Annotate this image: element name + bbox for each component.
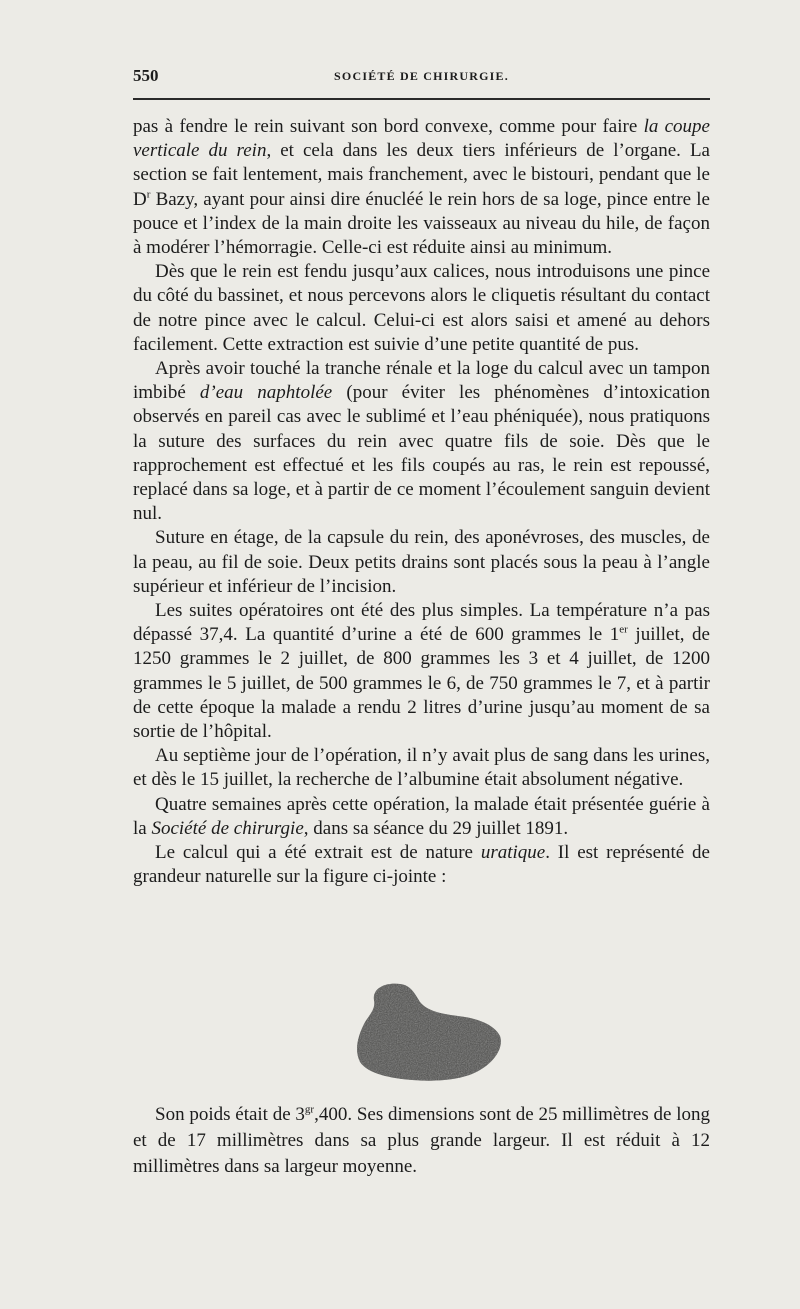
- paragraph-7: Quatre semaines après cette opération, la malade était présentée guérie à la Société de chirurgie, dans sa séance du 29 juillet 1891.: [133, 793, 710, 839]
- paragraph-1: pas à fendre le rein suivant son bord convexe, comme pour faire la coupe verticale du rein, et cela dans les deux tiers inférieurs de l’organe. La section se fait lentement, mais franchement, avec le bistouri, pendant que le $D^r$ Bazy, ayant pour ainsi dire énucléé le rein hors de sa loge, pince entre le pouce et l’index de la main droite les vaisseaux au niveau du hile, de façon à modérer l’hémorragie. Celle-ci est réduite ainsi au minimum.: [133, 116, 710, 259]
- paragraph-6: Au septième jour de l’opération, il n’y avait plus de sang dans les urines, et dès le 15 juillet, la recherche de l’albumine était absolument négative.: [133, 745, 710, 791]
- page-header: [133, 66, 710, 90]
- emphasis-eau-naphtolee: d’eau naphtolée: [199, 382, 333, 404]
- body-text: [133, 115, 710, 890]
- calculus-figure: [354, 978, 504, 1086]
- emphasis-uratique: uratique: [480, 842, 546, 864]
- after-figure-text: [133, 1102, 710, 1180]
- paragraph-5: Les suites opératoires ont été des plus simples. La température n’a pas dépassé 37,4. La quantité d’urine a été de 600 grammes le 1er juillet, de 1250 grammes le 2 juillet, de 800 grammes les 3 et 4 juillet, de 1200 grammes le 5 juillet, de 500 grammes le 6, de 750 grammes le 7, et à partir de cette époque la malade a rendu 2 litres d’urine jusqu’au moment de sa sortie de l’hôpital.: [133, 600, 710, 743]
- emphasis-coupe-verticale: la coupe verticale du rein: [133, 116, 710, 162]
- paragraph-4: Suture en étage, de la capsule du rein, des aponévroses, des muscles, de la peau, au fil de soie. Deux petits drains sont placés sous la peau à l’angle supérieur et inférieur de l’incision.: [133, 527, 710, 597]
- paragraph-8: Le calcul qui a été extrait est de nature uratique. Il est représenté de grandeur naturelle sur la figure ci-jointe :: [133, 842, 710, 888]
- paragraph-weight-dimensions: Son poids était de $3^{gr},400$. Ses dimensions sont de 25 millimètres de long et de 17 millimètres dans sa plus grande largeur. Il est réduit à 12 millimètres dans sa largeur moyenne.: [133, 1103, 710, 1177]
- emphasis-societe-de-chirurgie: Société de chirurgie: [151, 817, 304, 839]
- running-head: SOCIÉTÉ DE CHIRURGIE.: [334, 69, 509, 83]
- calculus-stone-illustration: [354, 978, 504, 1086]
- paragraph-2: Dès que le rein est fendu jusqu’aux calices, nous introduisons une pince du côté du bassinet, et nous percevons alors le cliquetis résultant du contact de notre pince avec le calcul. Celui-ci est alors saisi et amené au dehors facilement. Cette extraction est suivie d’une petite quantité de pus.: [133, 261, 710, 355]
- paragraph-3: Après avoir touché la tranche rénale et la loge du calcul avec un tampon imbibé d’eau naphtolée (pour éviter les phénomènes d’intoxication observés en pareil cas avec le sublimé et l’eau phéniquée), nous pratiquons la suture des surfaces du rein avec quatre fils de soie. Dès que le rapprochement est effectué et les fils coupés au ras, le rein est repoussé, replacé dans sa loge, et à partir de ce moment l’écoulement sanguin devient nul.: [133, 358, 710, 525]
- header-rule: [133, 98, 710, 100]
- page-number: 550: [133, 66, 159, 85]
